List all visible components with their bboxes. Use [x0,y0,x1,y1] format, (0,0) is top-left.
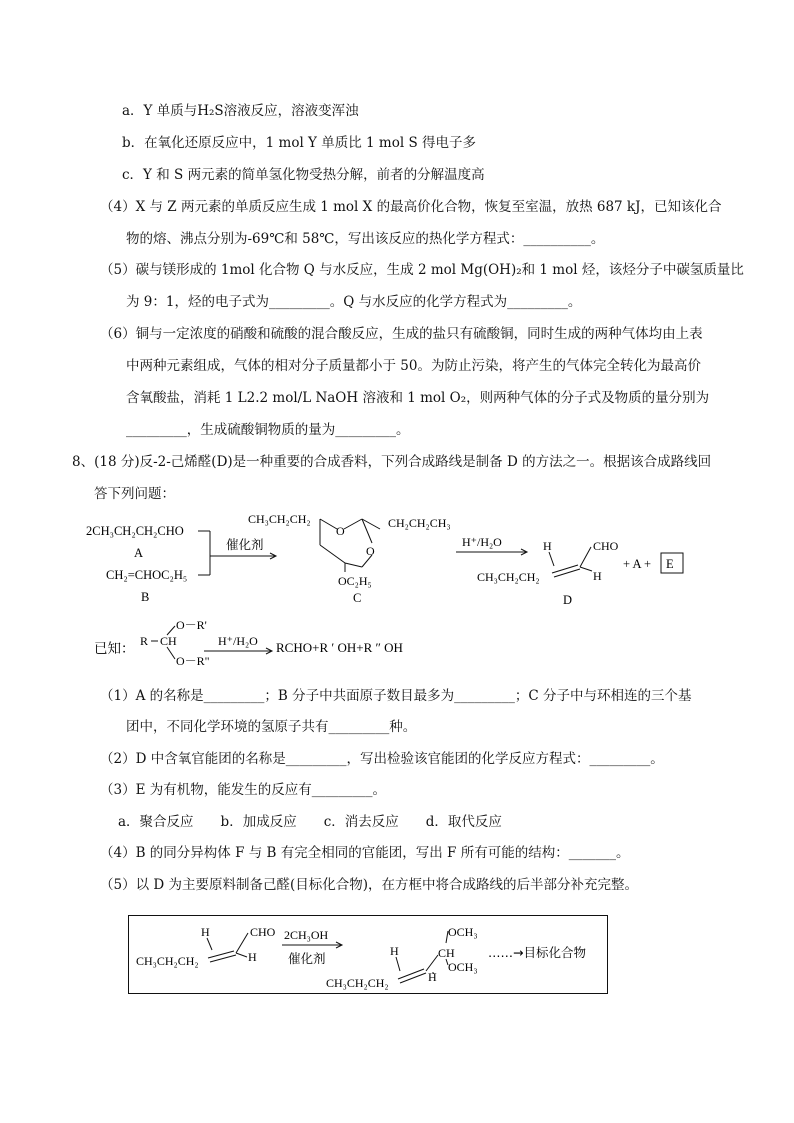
box-d-chain: CH₃CH₂CH₂ [136,954,199,968]
q8-part3-options: a．聚合反应 b．加成反应 c．消去反应 d．取代反应 [118,814,502,830]
compound-b-formula: CH₂=CHOC₂H₅ [106,568,188,582]
known-or2: O－R" [176,654,210,668]
compound-a-formula: 2CH₃CH₂CH₂CHO [86,524,184,538]
compound-d-cho: CHO [593,539,619,553]
compound-d-label: D [563,593,573,607]
q7-part4-line1: （4）X 与 Z 两元素的单质反应生成 1 mol X 的最高价化合物，恢复至室温，放热 687 kJ，已知该化合 [100,199,722,215]
box-d-h2: H [248,950,257,964]
compound-d-h2: H [593,569,602,583]
box-reagent: 2CH₃OH [284,928,329,942]
option-c: c．Y 和 S 两元素的简单氢化物受热分解，前者的分解温度高 [122,167,485,183]
q7-part5-line2: 为 9：1，烃的电子式为_________。Q 与水反应的化学方程式为_________。 [126,294,582,310]
q7-part6-line3: 含氧酸盐，消耗 1 L2.2 mol/L NaOH 溶液和 1 mol O₂，则两种气体的分子式及物质的量分别为 [126,390,710,406]
compound-d-bonds [549,547,592,577]
q7-part6-line2: 中两种元素组成，气体的相对分子质量都小于 50。为防止污染，将产生的气体完全转化为最高价 [126,358,701,374]
answer-box [128,915,610,995]
known-r: R [140,634,149,648]
q8-part1-line1: （1）A 的名称是_________；B 分子中共面原子数目最多为_________；C 分子中与环相连的三个基 [100,688,692,704]
box-product-h2: H [428,970,437,984]
q8-part2: （2）D 中含氧官能团的名称是_________，写出检验该官能团的化学反应方程式：_________。 [100,751,664,767]
q7-part6-line1: （6）铜与一定浓度的硝酸和硫酸的混合酸反应，生成的盐只有硫酸铜，同时生成的两种气体均由上表 [100,326,703,342]
q7-part6-line4: _________，生成硫酸铜物质的量为_________。 [126,422,410,438]
box-target: ……→目标化合物 [488,945,586,960]
known-label: 已知： [94,641,135,657]
compound-c-left-chain: CH₃CH₂CH₂ [248,512,311,526]
known-ch: CH [160,634,177,648]
box-product-och3-bottom: OCH₃ [448,960,478,974]
box-d-cho: CHO [250,925,276,939]
reaction-arrow-2 [456,549,527,555]
q7-part4-line2: 物的熔、沸点分别为-69℃和 58℃，写出该反应的热化学方程式：__________。 [126,231,605,247]
option-b: b．在氧化还原反应中，1 mol Y 单质比 1 mol S 得电子多 [122,135,477,151]
compound-c-label: C [353,591,362,605]
known-or1: O－R' [176,618,207,632]
compound-c-oxygen-2: O [366,544,375,558]
compound-c-ethoxy: OC₂H₅ [338,574,372,588]
option-a: a．Y 单质与H₂S溶液反应，溶液变浑浊 [122,103,359,119]
compound-a-label: A [134,546,144,560]
box-product-h1: H [390,944,399,958]
synthesis-scheme [0,505,794,615]
q8-intro-line1: 8、(18 分)反-2-己烯醛(D)是一种重要的合成香料，下列合成路线是制备 D 的方法之一。根据该合成路线回 [72,454,712,470]
box-catalyst: 催化剂 [288,951,326,966]
compound-d-chain: CH₃CH₂CH₂ [477,570,540,584]
box-product-chain: CH₃CH₂CH₂ [326,976,389,990]
hydrolysis-condition: H⁺/H₂O [462,535,502,549]
compound-d-h1: H [543,539,552,553]
box-product-ch: CH [438,946,455,960]
compound-c-right-chain: CH₂CH₂CH₃ [388,516,451,530]
q8-part5: （5）以 D 为主要原料制备己醛(目标化合物)，在方框中将合成路线的后半部分补充完整。 [100,877,639,893]
q7-part5-line1: （5）碳与镁形成的 1mol 化合物 Q 与水反应，生成 2 mol Mg(OH)₂和 1 mol 烃，该烃分子中碳氢质量比 [100,262,744,278]
known-condition: H⁺/H₂O [218,634,258,648]
product-e-label: E [666,557,674,571]
box-d-h1: H [201,925,210,939]
q8-intro-line2: 答下列问题： [94,486,175,502]
q8-part3: （3）E 为有机物，能发生的反应有_________。 [100,782,386,798]
known-products: RCHO+R ′ OH+R ″ OH [276,640,403,655]
q8-part1-line2: 团中，不同化学环境的氢原子共有_________种。 [126,719,417,735]
catalyst-label: 催化剂 [226,537,264,552]
compound-b-label: B [141,590,150,604]
box-product-och3-top: OCH₃ [448,925,478,939]
known-reaction [0,615,794,675]
q8-part4: （4）B 的同分异构体 F 与 B 有完全相同的官能团，写出 F 所有可能的结构：_______。 [100,845,630,861]
compound-c-oxygen-1: O [336,524,345,538]
plus-a-plus: + A + [623,557,651,571]
